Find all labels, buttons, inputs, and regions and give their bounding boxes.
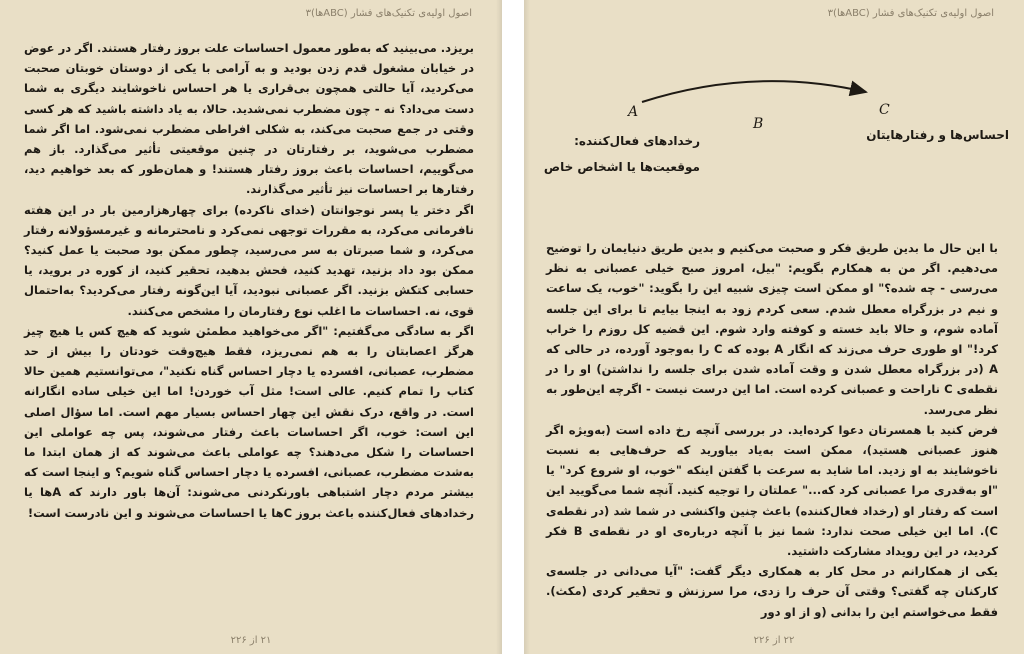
activating-events-line2: موقعیت‌ها یا اشخاص خاص (543, 160, 700, 174)
activating-events-line1: رخدادهای فعال‌کننده: (574, 134, 700, 148)
paragraph: اگر دختر یا پسر نوجوانتان (خدای ناکرده) برای چهارهزارمین بار در این هفته نافرمانی می‌کرد، به مقررات توجهی نمی‌کرد و نامحترمانه و غیرمسؤولانه رفتار می‌کرد، و شما صبرتان به سر می‌رسید، چطور ممکن بود صحبت یا عمل کنید؟ ممکن بود داد بزنید، تهدید کنید، فحش بدهید، تحقیر کنید، از کوره در بروید، یا حسابی کتکش بزنید. اگر عصبانی نبودید، آیا این‌گونه رفتار می‌کردید؟ به‌احتمال قوی، نه. احساسات ما اغلب نوع رفتارمان را مشخص می‌کنند. (24, 202, 474, 318)
running-header: اصول اولیه‌ی تکنیک‌های فشار (ABCها)۳ (827, 8, 994, 19)
paragraph: اگر به سادگی می‌گفتیم: "اگر می‌خواهید مطمئن شوید که هیچ کس یا هیچ چیز هرگز اعصابتان را به هم نمی‌ریزد، فقط هیچ‌وقت خودتان را بیش از حد مضطرب، عصبانی، افسرده یا دچار احساس گناه نکنید"، می‌توانستیم همین حالا کتاب را تمام کنیم. عالی است! مثل آب خوردن! اما این خیلی ساده انگارانه است. در واقع، درک نقش این چهار احساس بسیار مهم است. اما سؤال اصلی این است: خوب، اگر احساسات باعث رفتار می‌شوند، پس چه عواملی این احساسات را شکل می‌دهند؟ چه عواملی باعث می‌شوند که از همان ابتدا ما به‌شدت مضطرب، عصبانی، افسرده یا دچار احساس گناه شویم؟ و اینجا است که بیشتر مردم دچار اشتباهی باورنکردنی می‌شوند: آن‌ها باور دارند که Aها یا رخدادهای فعال‌کننده باعث بروز Cها یا احساسات می‌شوند و این نادرست است! (24, 323, 474, 520)
page-number: ۲۲ از ۲۲۶ (753, 635, 795, 646)
letter-a: A (628, 104, 639, 120)
feelings-behaviors-label: احساس‌ها و رفتارهایتان (866, 128, 1009, 142)
paragraph: بریزد. می‌بینید که به‌طور معمول احساسات علت بروز رفتار هستند. اگر در عوض در خیابان مشغول قدم زدن بودید و به آرامی با یکی از دوستان خوبتان صحبت می‌کردید، آیا حالتی همچون بی‌قراری یا هر احساس ناخوشایند دیگری به شما دست می‌داد؟ نه - چون مضطرب نمی‌شدید. حالا، به یاد داشته باشید که هر کسی وقتی در جمع صحبت می‌کند، به شکلی افراطی مضطرب نمی‌شود. اما اگر شما مضطرب می‌شوید، بر رفتارتان در چنین موقعیتی تأثیر می‌گذارد. باز هم می‌گوییم، احساسات باعث بروز رفتار هستند! و همان‌طور که بعد خواهیم دید، رفتارها بر احساسات نیز تأثیر می‌گذارند. (24, 41, 474, 197)
a-to-c-arrow (642, 81, 866, 102)
page-number: ۲۱ از ۲۲۶ (230, 635, 272, 646)
letter-c: C (879, 102, 890, 118)
paragraph: یکی از همکارانم در محل کار به همکاری دیگر گفت: "آیا می‌دانی در جلسه‌ی کارکنان چه گفتی؟ وقتی آن حرف را زدی، مرا سرزنش و تحقیر کردی (مکث). فقط می‌خواستم این را بدانی (و از او دور (546, 564, 998, 619)
paragraph: با این حال ما بدین طریق فکر و صحبت می‌کنیم و بدین طریق دنیایمان را توضیح می‌دهیم. اگر من به همکارم بگویم: "بیل، امروز صبح خیلی عصبانی به نظر می‌رسی - چه شده؟" او ممکن است چیزی شبیه این را بگوید: "خوب، یک ساعت و نیم در بزرگراه معطل شدم. سعی کردم زود به اینجا بیایم تا برای این جلسه آماده شوم، و حالا باید خسته و کوفته وارد شوم. این قضیه کل روزم را خراب کرد!" او طوری حرف می‌زند که انگار A بوده که C را به‌وجود آورده، در حالی که A (در بزرگراه معطل شدن و وقت آماده شدن برای جلسه را نداشتن) او را در نقطه‌ی C ناراحت و عصبانی کرده است. اما این درست نیست - اگرچه این‌طور به نظر می‌رسد. (546, 241, 998, 417)
activating-events-label (543, 128, 700, 180)
abc-arrow-svg (524, 0, 1024, 230)
page-body-text (546, 238, 998, 622)
right-page (524, 0, 1024, 654)
running-header: اصول اولیه‌ی تکنیک‌های فشار (ABCها)۳ (305, 8, 472, 19)
letter-b: B (753, 116, 764, 132)
page-body-text (24, 38, 474, 523)
abc-diagram (524, 0, 1024, 230)
left-page (0, 0, 502, 654)
gutter-shadow (496, 0, 502, 654)
paragraph: فرض کنید با همسرتان دعوا کرده‌اید. در بررسی آنچه رخ داده است (به‌ویژه اگر هنوز عصبانی هستید)، ممکن است به‌یاد بیاورید که حرف‌هایی به نسبت ناخوشایند به او زدید. اما شاید به سرعت با گفتن اینکه "خوب، او شروع کرد" یا "او به‌قدری مرا عصبانی کرد که..." عملتان را توجیه کنید. آنچه شما می‌گویید این است که رفتار او (رخداد فعال‌کننده) باعث چنین واکنشی در شما شد (در نقطه‌ی C). اما این خیلی صحت ندارد: شما نیز با آنچه درباره‌ی او در نقطه‌ی B فکر کردید، در این رویداد مشارکت داشتید. (546, 422, 998, 559)
